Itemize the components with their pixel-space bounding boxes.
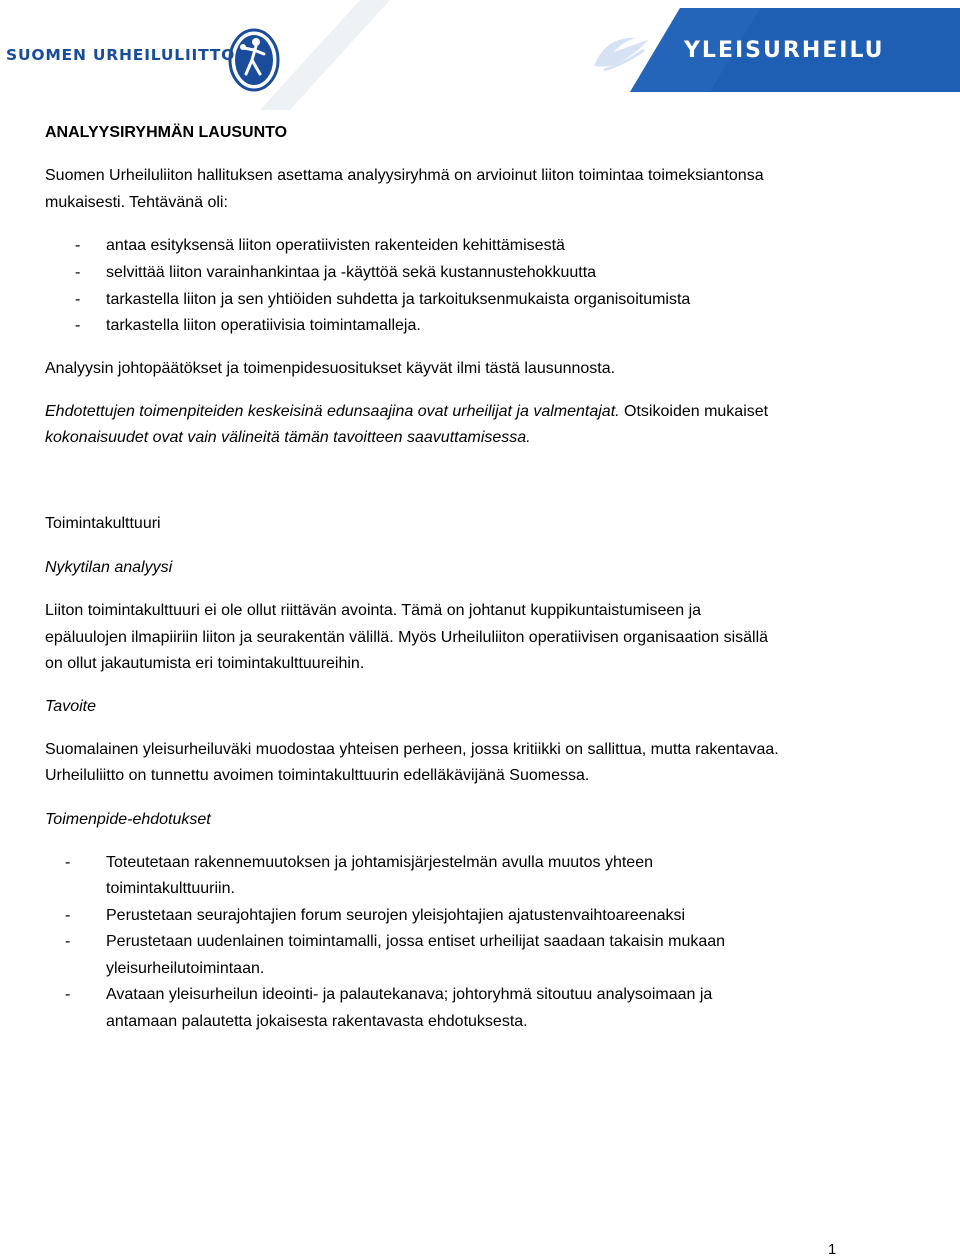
list-marker: - (75, 291, 81, 308)
intro-line-1: Suomen Urheiluliiton hallituksen asettama analyysiryhmä on arvioinut liiton toimintaa toimeksiantonsa (45, 167, 764, 184)
org-name-left: SUOMEN URHEILULIITTO (6, 46, 236, 64)
task-item: selvittää liiton varainhankintaa ja -käyttöä sekä kustannustehokkuutta (106, 264, 597, 281)
section-heading: Toimintakulttuuri (45, 515, 161, 532)
action-item: Perustetaan uudenlainen toimintamalli, jossa entiset urheilijat saadaan takaisin mukaan (106, 933, 726, 950)
task-item: tarkastella liiton ja sen yhtiöiden suhdetta ja tarkoituksenmukaista organisoitumista (106, 291, 691, 308)
analysis-line: Liiton toimintakulttuuri ei ole ollut riittävän avointa. Tämä on johtanut kuppikuntaistumiseen ja (45, 602, 702, 619)
analysis-label: Nykytilan analyysi (45, 559, 173, 576)
conclusion-text: Analyysin johtopäätökset ja toimenpidesuositukset käyvät ilmi tästä lausunnosta. (45, 360, 616, 377)
list-marker: - (65, 933, 71, 950)
page-number: 1 (828, 1241, 837, 1258)
yleisurheilu-swoosh-icon (586, 30, 656, 74)
action-item: Perustetaan seurajohtajien forum seurojen yleisjohtajien ajatustenvaihtoareenaksi (106, 907, 686, 924)
list-marker: - (65, 907, 71, 924)
list-marker: - (75, 264, 81, 281)
emphasis-rest: Otsikoiden mukaiset (619, 403, 769, 420)
goal-line: Urheiluliitto on tunnettu avoimen toimintakulttuurin edelläkävijänä Suomessa. (45, 767, 590, 784)
goal-label: Tavoite (45, 698, 96, 715)
task-item: antaa esityksensä liiton operatiivisten rakenteiden kehittämisestä (106, 237, 565, 254)
action-item-continuation: yleisurheilutoimintaan. (106, 960, 265, 977)
action-item-continuation: antamaan palautetta jokaisesta rakentavasta ehdotuksesta. (106, 1013, 528, 1030)
analysis-line: epäluulojen ilmapiiriin liiton ja seurakentän välillä. Myös Urheiluliiton operatiivisen organisaation sisällä (45, 629, 769, 646)
intro-line-2: mukaisesti. Tehtävänä oli: (45, 194, 228, 211)
action-item: Toteutetaan rakennemuutoksen ja johtamisjärjestelmän avulla muutos yhteen (106, 854, 653, 871)
emphasis-line-1 (45, 402, 768, 422)
emphasis-line-2: kokonaisuudet ovat vain välineitä tämän tavoitteen saavuttamisessa. (45, 429, 531, 446)
emphasis-italic: Ehdotettujen toimenpiteiden keskeisinä edunsaajina ovat urheilijat ja valmentajat. (45, 403, 620, 420)
list-marker: - (75, 237, 81, 254)
task-item: tarkastella liiton operatiivisia toimintamalleja. (106, 317, 421, 334)
list-marker: - (75, 317, 81, 334)
document-title: ANALYYSIRYHMÄN LAUSUNTO (45, 124, 288, 141)
list-marker: - (65, 854, 71, 871)
actions-label: Toimenpide-ehdotukset (45, 811, 211, 828)
goal-line: Suomalainen yleisurheiluväki muodostaa yhteisen perheen, jossa kritiikki on sallittua, mutta rakentavaa. (45, 741, 779, 758)
analysis-line: on ollut jakautumista eri toimintakulttuureihin. (45, 655, 365, 672)
letterhead (0, 0, 960, 110)
decorative-slash (250, 0, 390, 110)
action-item-continuation: toimintakulttuuriin. (106, 880, 235, 897)
list-marker: - (65, 986, 71, 1003)
org-name-right: YLEISURHEILU (684, 38, 885, 63)
action-item: Avataan yleisurheilun ideointi- ja palautekanava; johtoryhmä sitoutuu analysoimaan ja (106, 986, 713, 1003)
